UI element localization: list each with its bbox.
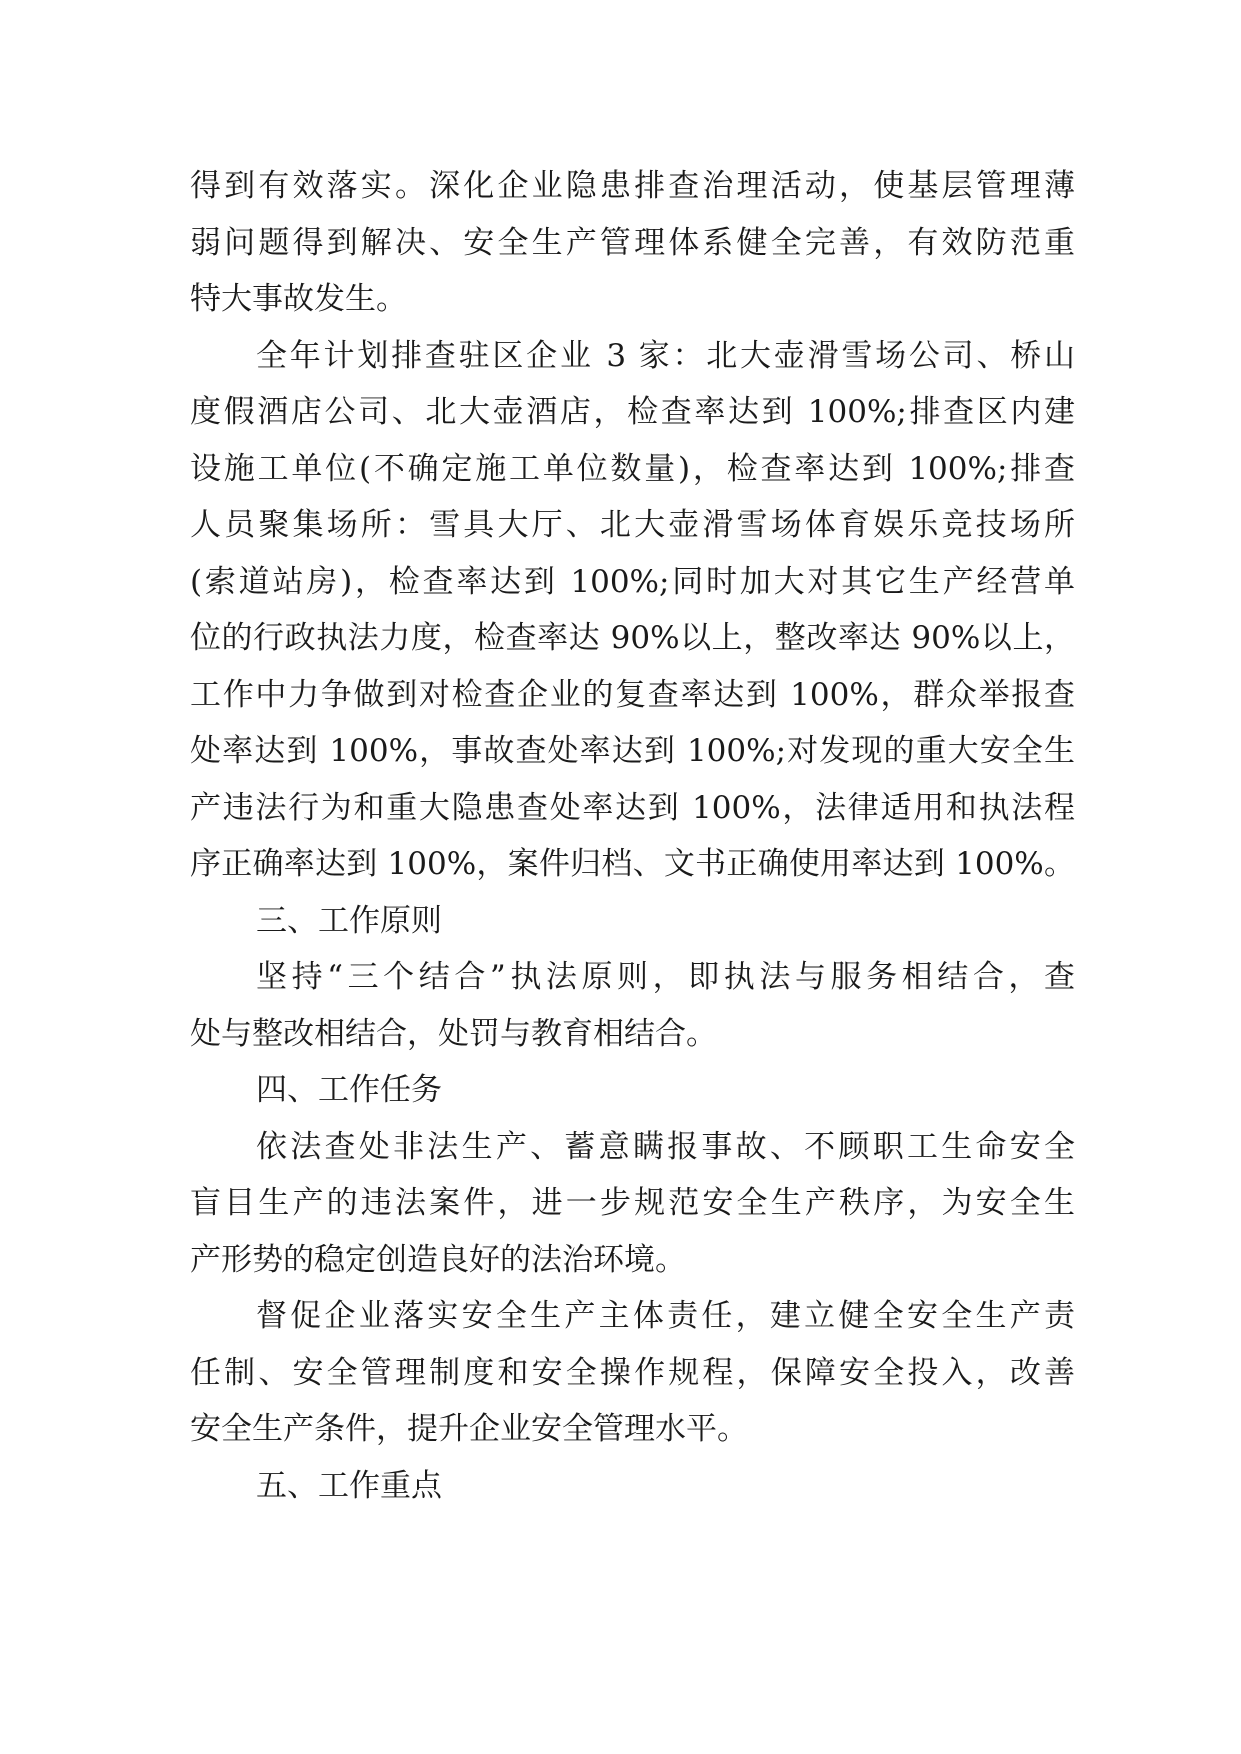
text-line: 督促企业落实安全生产主体责任，建立健全安全生产责 — [256, 1298, 1075, 1334]
text-line: 度假酒店公司、北大壶酒店，检查率达到 100%;排查区内建 — [190, 394, 1075, 430]
text-line: 工作中力争做到对检查企业的复查率达到 100%，群众举报查 — [190, 676, 1075, 713]
text-line: (索道站房)，检查率达到 100%;同时加大对其它生产经营单 — [190, 563, 1075, 600]
text-line: 安全生产条件，提升企业安全管理水平。 — [190, 1411, 748, 1447]
text-line: 特大事故发生。 — [190, 281, 407, 317]
section-heading-tasks: 四、工作任务 — [256, 1072, 442, 1108]
text-line: 产形势的稳定创造良好的法治环境。 — [190, 1241, 686, 1278]
text-line: 位的行政执法力度，检查率达 90%以上，整改率达 90%以上， — [190, 620, 1075, 656]
text-line: 处率达到 100%，事故查处率达到 100%;对发现的重大安全生 — [190, 733, 1075, 769]
text-line: 坚持“三个结合”执法原则，即执法与服务相结合，查 — [256, 959, 1075, 995]
section-heading-focus: 五、工作重点 — [256, 1467, 442, 1504]
text-line: 弱问题得到解决、安全生产管理体系健全完善，有效防范重 — [190, 224, 1075, 261]
text-line: 盲目生产的违法案件，进一步规范安全生产秩序，为安全生 — [190, 1185, 1075, 1221]
text-line: 任制、安全管理制度和安全操作规程，保障安全投入，改善 — [190, 1354, 1075, 1391]
text-line: 序正确率达到 100%，案件归档、文书正确使用率达到 100%。 — [190, 846, 1075, 882]
text-line: 设施工单位(不确定施工单位数量)，检查率达到 100%;排查 — [190, 450, 1075, 487]
section-heading-principles: 三、工作原则 — [256, 902, 442, 939]
text-line: 产违法行为和重大隐患查处率达到 100%，法律适用和执法程 — [190, 789, 1075, 826]
text-line: 人员聚集场所：雪具大厅、北大壶滑雪场体育娱乐竞技场所 — [190, 507, 1075, 543]
text-line: 得到有效落实。深化企业隐患排查治理活动，使基层管理薄 — [190, 168, 1075, 204]
document-body — [190, 158, 1075, 1514]
text-line: 依法查处非法生产、蓄意瞒报事故、不顾职工生命安全 — [256, 1128, 1075, 1165]
text-line: 处与整改相结合，处罚与教育相结合。 — [190, 1015, 717, 1052]
text-line: 全年计划排查驻区企业 3 家：北大壶滑雪场公司、桥山 — [256, 337, 1075, 374]
